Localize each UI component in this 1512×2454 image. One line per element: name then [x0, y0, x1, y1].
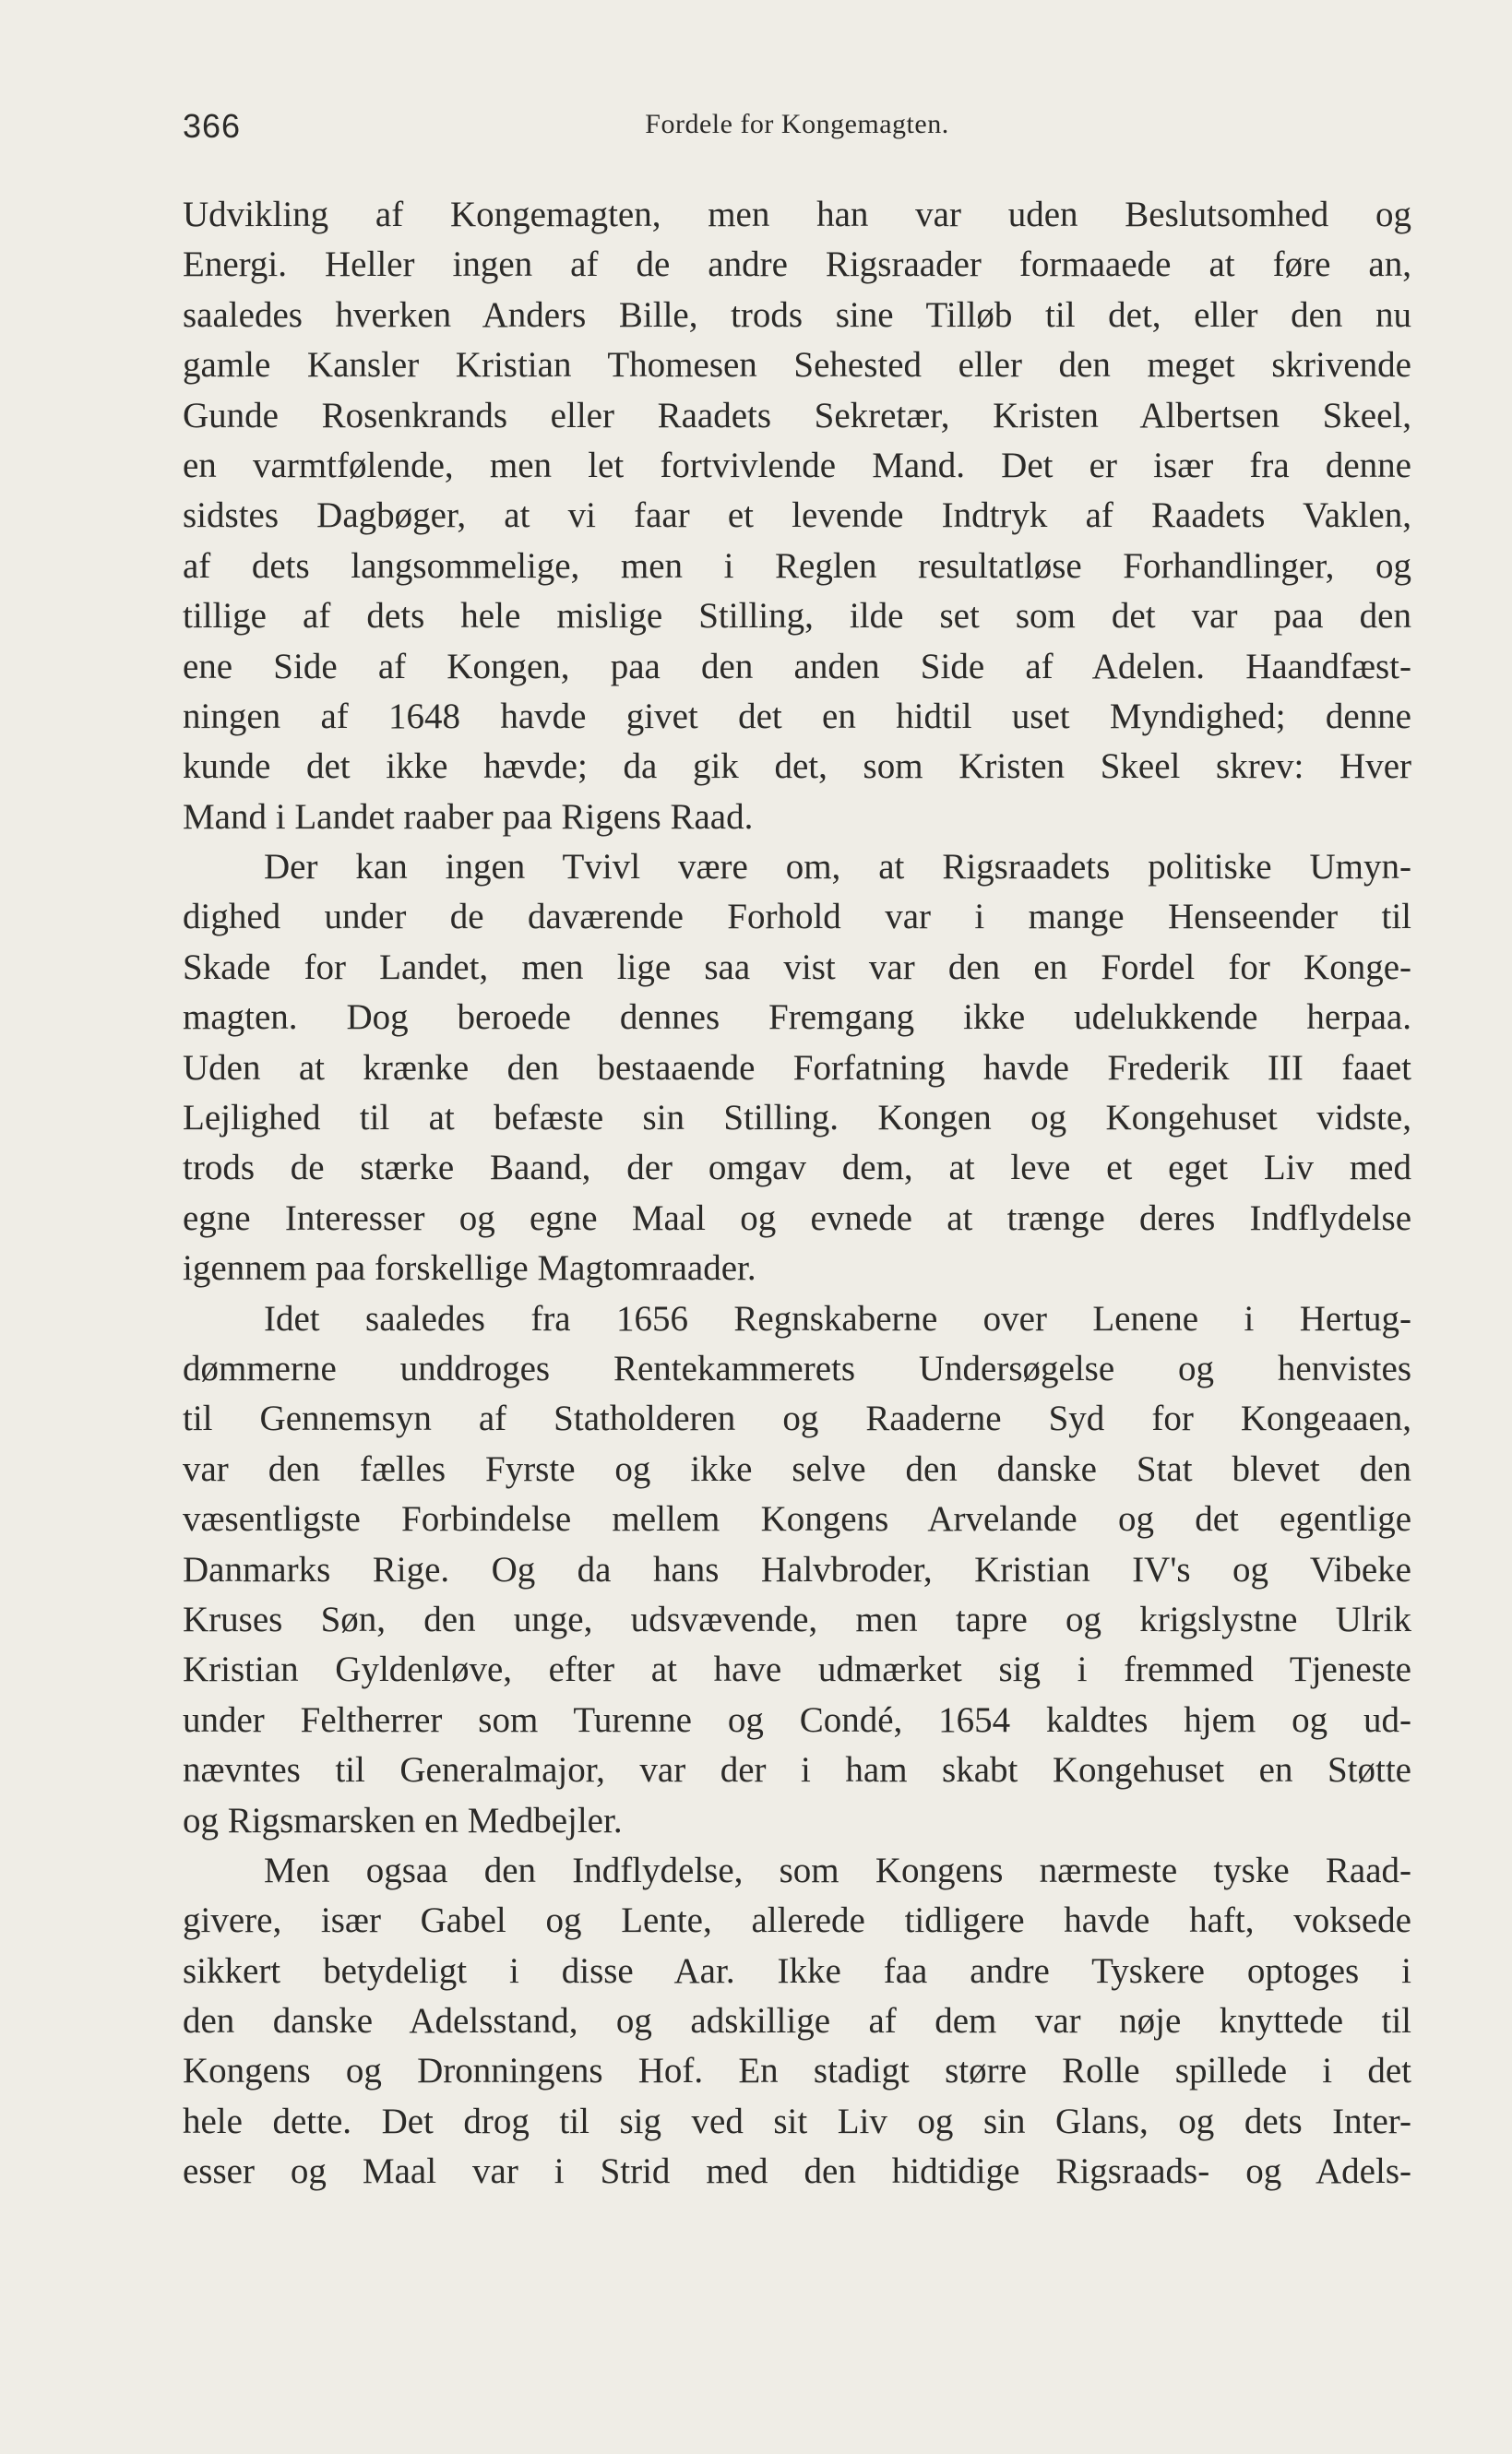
text-line: en varmtfølende, men let fortvivlende Mand. Det er især fra denne — [183, 445, 1411, 485]
text-line: esser og Maal var i Strid med den hidtidige Rigsraads- og Adels- — [183, 2151, 1411, 2192]
text-line: magten. Dog beroede dennes Fremgang ikke udelukkende herpaa. — [183, 997, 1411, 1038]
text-line: under Feltherrer som Turenne og Condé, 1654 kaldtes hjem og ud- — [183, 1699, 1411, 1740]
text-line: kunde det ikke hævde; da gik det, som Kristen Skeel skrev: Hver — [183, 746, 1411, 787]
text-line: nævntes til Generalmajor, var der i ham skabt Kongehuset en Støtte — [183, 1750, 1411, 1791]
text-line: Idet saaledes fra 1656 Regnskaberne over Lenene i Hertug- — [264, 1298, 1411, 1339]
text-line: Kongens og Dronningens Hof. En stadigt større Rolle spillede i det — [183, 2051, 1411, 2091]
text-line: ningen af 1648 havde givet det en hidtil uset Myndighed; denne — [183, 696, 1411, 736]
text-line: Lejlighed til at befæste sin Stilling. Kongen og Kongehuset vidste, — [183, 1098, 1411, 1138]
text-line: trods de stærke Baand, der omgav dem, at leve et eget Liv med — [183, 1148, 1411, 1188]
paragraph — [183, 190, 1411, 842]
text-line: Energi. Heller ingen af de andre Rigsraader formaaede at føre an, — [183, 244, 1411, 285]
text-line: Uden at krænke den bestaaende Forfatning havde Frederik III faaet — [183, 1047, 1411, 1088]
text-line: dømmerne unddroges Rentekammerets Undersøgelse og henvistes — [183, 1348, 1411, 1388]
paragraph — [183, 1294, 1411, 1846]
text-line: Mand i Landet raaber paa Rigens Raad. — [183, 796, 754, 837]
text-line: Udvikling af Kongemagten, men han var uden Beslutsomhed og — [183, 195, 1411, 234]
text-line: dighed under de daværende Forhold var i mange Henseender til — [183, 897, 1411, 937]
body-text — [183, 190, 1411, 2198]
text-line: hele dette. Det drog til sig ved sit Liv og sin Glans, og dets Inter- — [183, 2101, 1411, 2141]
text-line: Men ogsaa den Indflydelse, som Kongens nærmeste tyske Raad- — [264, 1850, 1411, 1890]
page-header — [183, 100, 1411, 155]
paragraph — [183, 1846, 1411, 2198]
page-number: 366 — [183, 107, 242, 145]
text-line: sidstes Dagbøger, at vi faar et levende Indtryk af Raadets Vaklen, — [183, 495, 1411, 536]
text-line: saaledes hverken Anders Bille, trods sine Tilløb til det, eller den nu — [183, 294, 1411, 335]
text-line: til Gennemsyn af Statholderen og Raaderne Syd for Kongeaaen, — [183, 1399, 1411, 1439]
text-line: den danske Adelsstand, og adskillige af dem var nøje knyttede til — [183, 2001, 1411, 2042]
running-title: Fordele for Kongemagten. — [645, 109, 949, 139]
text-line: var den fælles Fyrste og ikke selve den danske Stat blevet den — [183, 1448, 1411, 1489]
text-line: gamle Kansler Kristian Thomesen Sehested eller den meget skrivende — [183, 345, 1411, 386]
text-line: igennem paa forskellige Magtomraader. — [183, 1248, 756, 1289]
text-line: ene Side af Kongen, paa den anden Side af Adelen. Haandfæst- — [183, 646, 1411, 686]
text-line: og Rigsmarsken en Medbejler. — [183, 1800, 623, 1840]
text-line: egne Interesser og egne Maal og evnede at trænge deres Indflydelse — [183, 1197, 1411, 1238]
text-line: Kruses Søn, den unge, udsvævende, men tapre og krigslystne Ulrik — [183, 1599, 1411, 1639]
text-line: sikkert betydeligt i disse Aar. Ikke faa andre Tyskere optoges i — [183, 1950, 1411, 1991]
text-line: væsentligste Forbindelse mellem Kongens Arvelande og det egentlige — [183, 1499, 1411, 1540]
text-line: givere, især Gabel og Lente, allerede tidligere havde haft, voksede — [183, 1900, 1411, 1941]
text-line: Skade for Landet, men lige saa vist var den en Fordel for Konge- — [183, 947, 1411, 987]
paragraph — [183, 842, 1411, 1294]
text-line: Kristian Gyldenløve, efter at have udmærket sig i fremmed Tjeneste — [183, 1650, 1411, 1690]
text-line: Gunde Rosenkrands eller Raadets Sekretær, Kristen Albertsen Skeel, — [183, 395, 1411, 435]
text-line: Danmarks Rige. Og da hans Halvbroder, Kristian IV's og Vibeke — [183, 1549, 1411, 1590]
text-line: Der kan ingen Tvivl være om, at Rigsraadets politiske Umyn- — [264, 847, 1411, 887]
text-line: af dets langsommelige, men i Reglen resultatløse Forhandlinger, og — [183, 545, 1411, 586]
text-line: tillige af dets hele mislige Stilling, ilde set som det var paa den — [183, 596, 1411, 637]
